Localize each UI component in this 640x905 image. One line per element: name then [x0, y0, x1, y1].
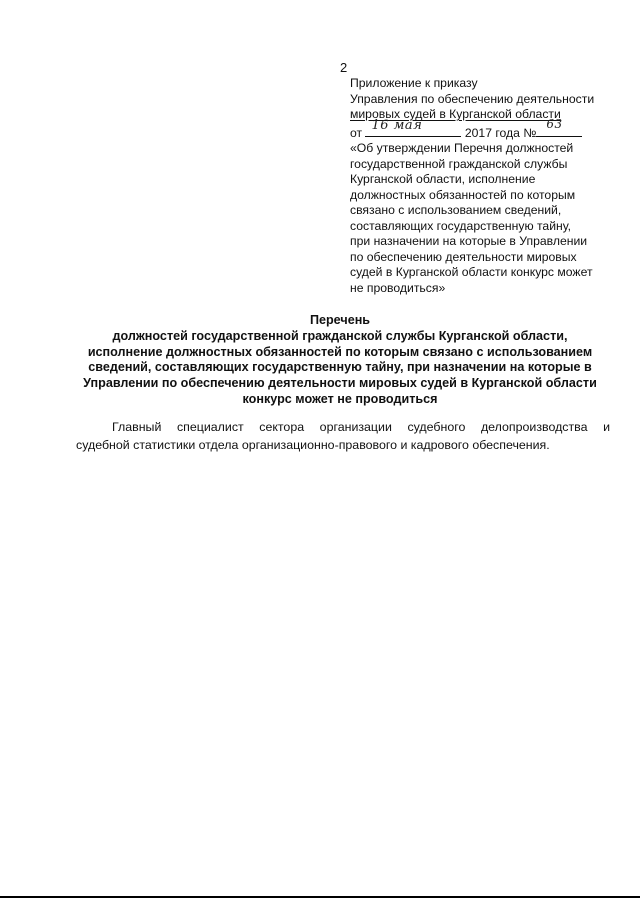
heading-line: Управлении по обеспечению деятельности мировых судей в Курганской области	[83, 376, 597, 391]
appendix-title-line: связано с использованием сведений,	[350, 203, 562, 217]
appendix-title-line: «Об утверждении Перечня должностей	[350, 141, 574, 155]
heading-line: исполнение должностных обязанностей по которым связано с использованием	[87, 344, 593, 359]
page-number: 2	[340, 60, 348, 75]
appendix-title-line: не проводиться»	[350, 280, 446, 295]
position-list	[76, 418, 610, 454]
appendix-line: Управления по обеспечению деятельности	[350, 91, 595, 106]
appendix-title-line: составляющих государственную тайну,	[350, 218, 571, 233]
order-date-line	[350, 116, 620, 142]
position-line: Главный специалист сектора организации судебного делопроизводства и	[112, 420, 610, 434]
appendix-title-line: судей в Курганской области конкурс может	[350, 265, 593, 279]
document-heading	[60, 313, 620, 408]
appendix-line: мировых судей в Курганской области	[350, 107, 561, 121]
handwritten-number: 63	[546, 116, 563, 131]
date-field	[365, 117, 461, 137]
appendix-line: Приложение к приказу	[350, 76, 478, 90]
date-year: 2017 года №	[464, 125, 537, 140]
appendix-title-line: при назначении на которые в Управлении	[350, 234, 588, 248]
heading-line: должностей государственной гражданской службы Курганской области,	[112, 328, 568, 343]
appendix-block	[350, 76, 620, 296]
handwritten-date: 16 мая	[371, 117, 423, 133]
appendix-title-line: должностных обязанностей по которым	[350, 187, 576, 202]
heading-line: сведений, составляющих государственную тайну, при назначении на которые в	[88, 360, 592, 375]
heading-title: Перечень	[309, 313, 371, 327]
heading-line: конкурс может не проводиться	[242, 391, 438, 406]
appendix-title-line: по обеспечению деятельности мировых	[350, 249, 577, 264]
page-bottom-border	[0, 896, 640, 898]
appendix-title-line: Курганской области, исполнение	[350, 172, 536, 186]
date-prefix: от	[350, 125, 363, 140]
number-field	[536, 116, 582, 137]
appendix-title-line: государственной гражданской службы	[350, 156, 568, 171]
position-line: судебной статистики отдела организационно-правового и кадрового обеспечения.	[76, 438, 550, 452]
